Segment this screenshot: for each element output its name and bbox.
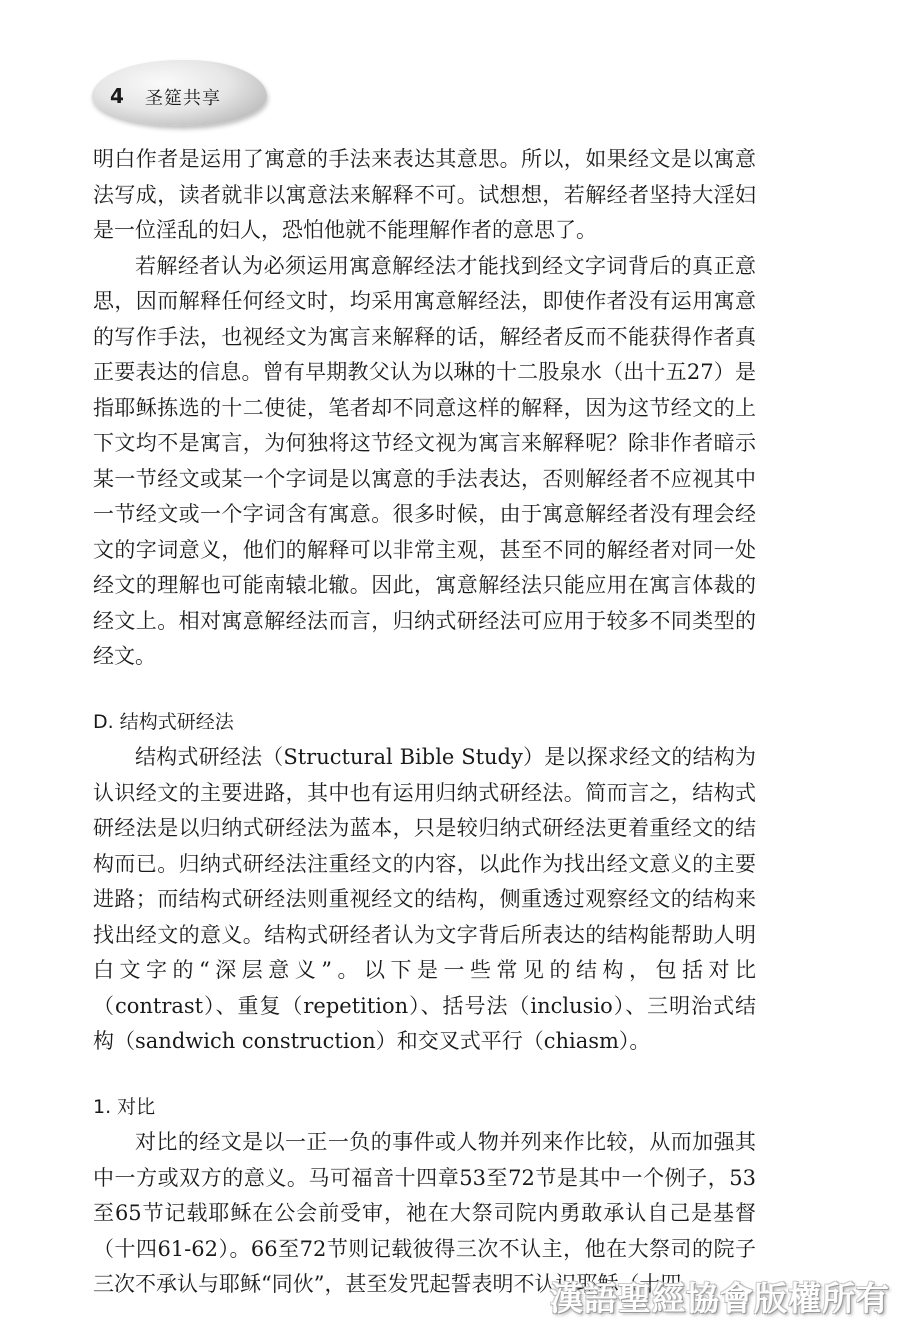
paragraph-allegorical-method: 若解经者认为必须运用寓意解经法才能找到经文字词背后的真正意思，因而解释任何经文时，均采用寓意解经法，即使作者没有运用寓意的写作手法，也视经文为寓言来解释的话，解经者反而不能获得作者真正要表达的信息。曾有早期教父认为以琳的十二股泉水（出十五27）是指耶稣拣选的十二使徒，笔者却不同意这样的解释，因为这节经文的上下文均不是寓言，为何独将这节经文视为寓言来解释呢？除非作者暗示某一节经文或某一个字词是以寓意的手法表达，否则解经者不应视其中一节经文或一个字词含有寓意。很多时候，由于寓意解经者没有理会经文的字词意义，他们的解释可以非常主观，甚至不同的解经者对同一处经文的理解也可能南辕北辙。因此，寓意解经法只能应用在寓言体裁的经文上。相对寓意解经法而言，归纳式研经法可应用于较多不同类型的经文。 xyxy=(93,253,756,668)
section-heading-d: D. 结构式研经法 xyxy=(93,710,234,733)
page-body xyxy=(93,142,756,1303)
paragraph-structural-study: 结构式研经法（Structural Bible Study）是以探求经文的结构为认识经文的主要进路，其中也有运用归纳式研经法。简而言之，结构式研经法是以归纳式研经法为蓝本，只是较归纳式研经法更着重经文的结构而已。归纳式研经法注重经文的内容，以此作为找出经文意义的主要进路；而结构式研经法则重视经文的结构，侧重透过观察经文的结构来找出经文的意义。结构式研经者认为文字背后所表达的结构能帮助人明白文字的“深层意义”。以下是一些常见的结构，包括对比（contrast）、重复（repetition）、括号法（inclusio）、三明治式结构（sandwich construction）和交叉式平行（chiasm）。 xyxy=(93,745,756,1053)
page-number: 4 xyxy=(110,84,124,108)
paragraph-continuation: 明白作者是运用了寓意的手法来表达其意思。所以，如果经文是以寓意法写成，读者就非以寓意法来解释不可。试想想，若解经者坚持大淫妇是一位淫乱的妇人，恐怕他就不能理解作者的意思了。 xyxy=(93,147,756,242)
book-title: 圣筵共享 xyxy=(145,88,221,109)
paragraph-contrast: 对比的经文是以一正一负的事件或人物并列来作比较，从而加强其中一方或双方的意义。马可福音十四章53至72节是其中一个例子，53至65节记载耶稣在公会前受审，祂在大祭司院内勇敢承认自己是基督（十四61-62）。66至72节则记载彼得三次不认主，他在大祭司的院子三次不承认与耶稣“同伙”，甚至发咒起誓表明不认识耶稣（十四 xyxy=(93,1130,756,1296)
copyright-watermark: 漢語聖經協會版權所有 xyxy=(550,1279,890,1318)
section-heading-contrast: 1. 对比 xyxy=(93,1095,156,1118)
